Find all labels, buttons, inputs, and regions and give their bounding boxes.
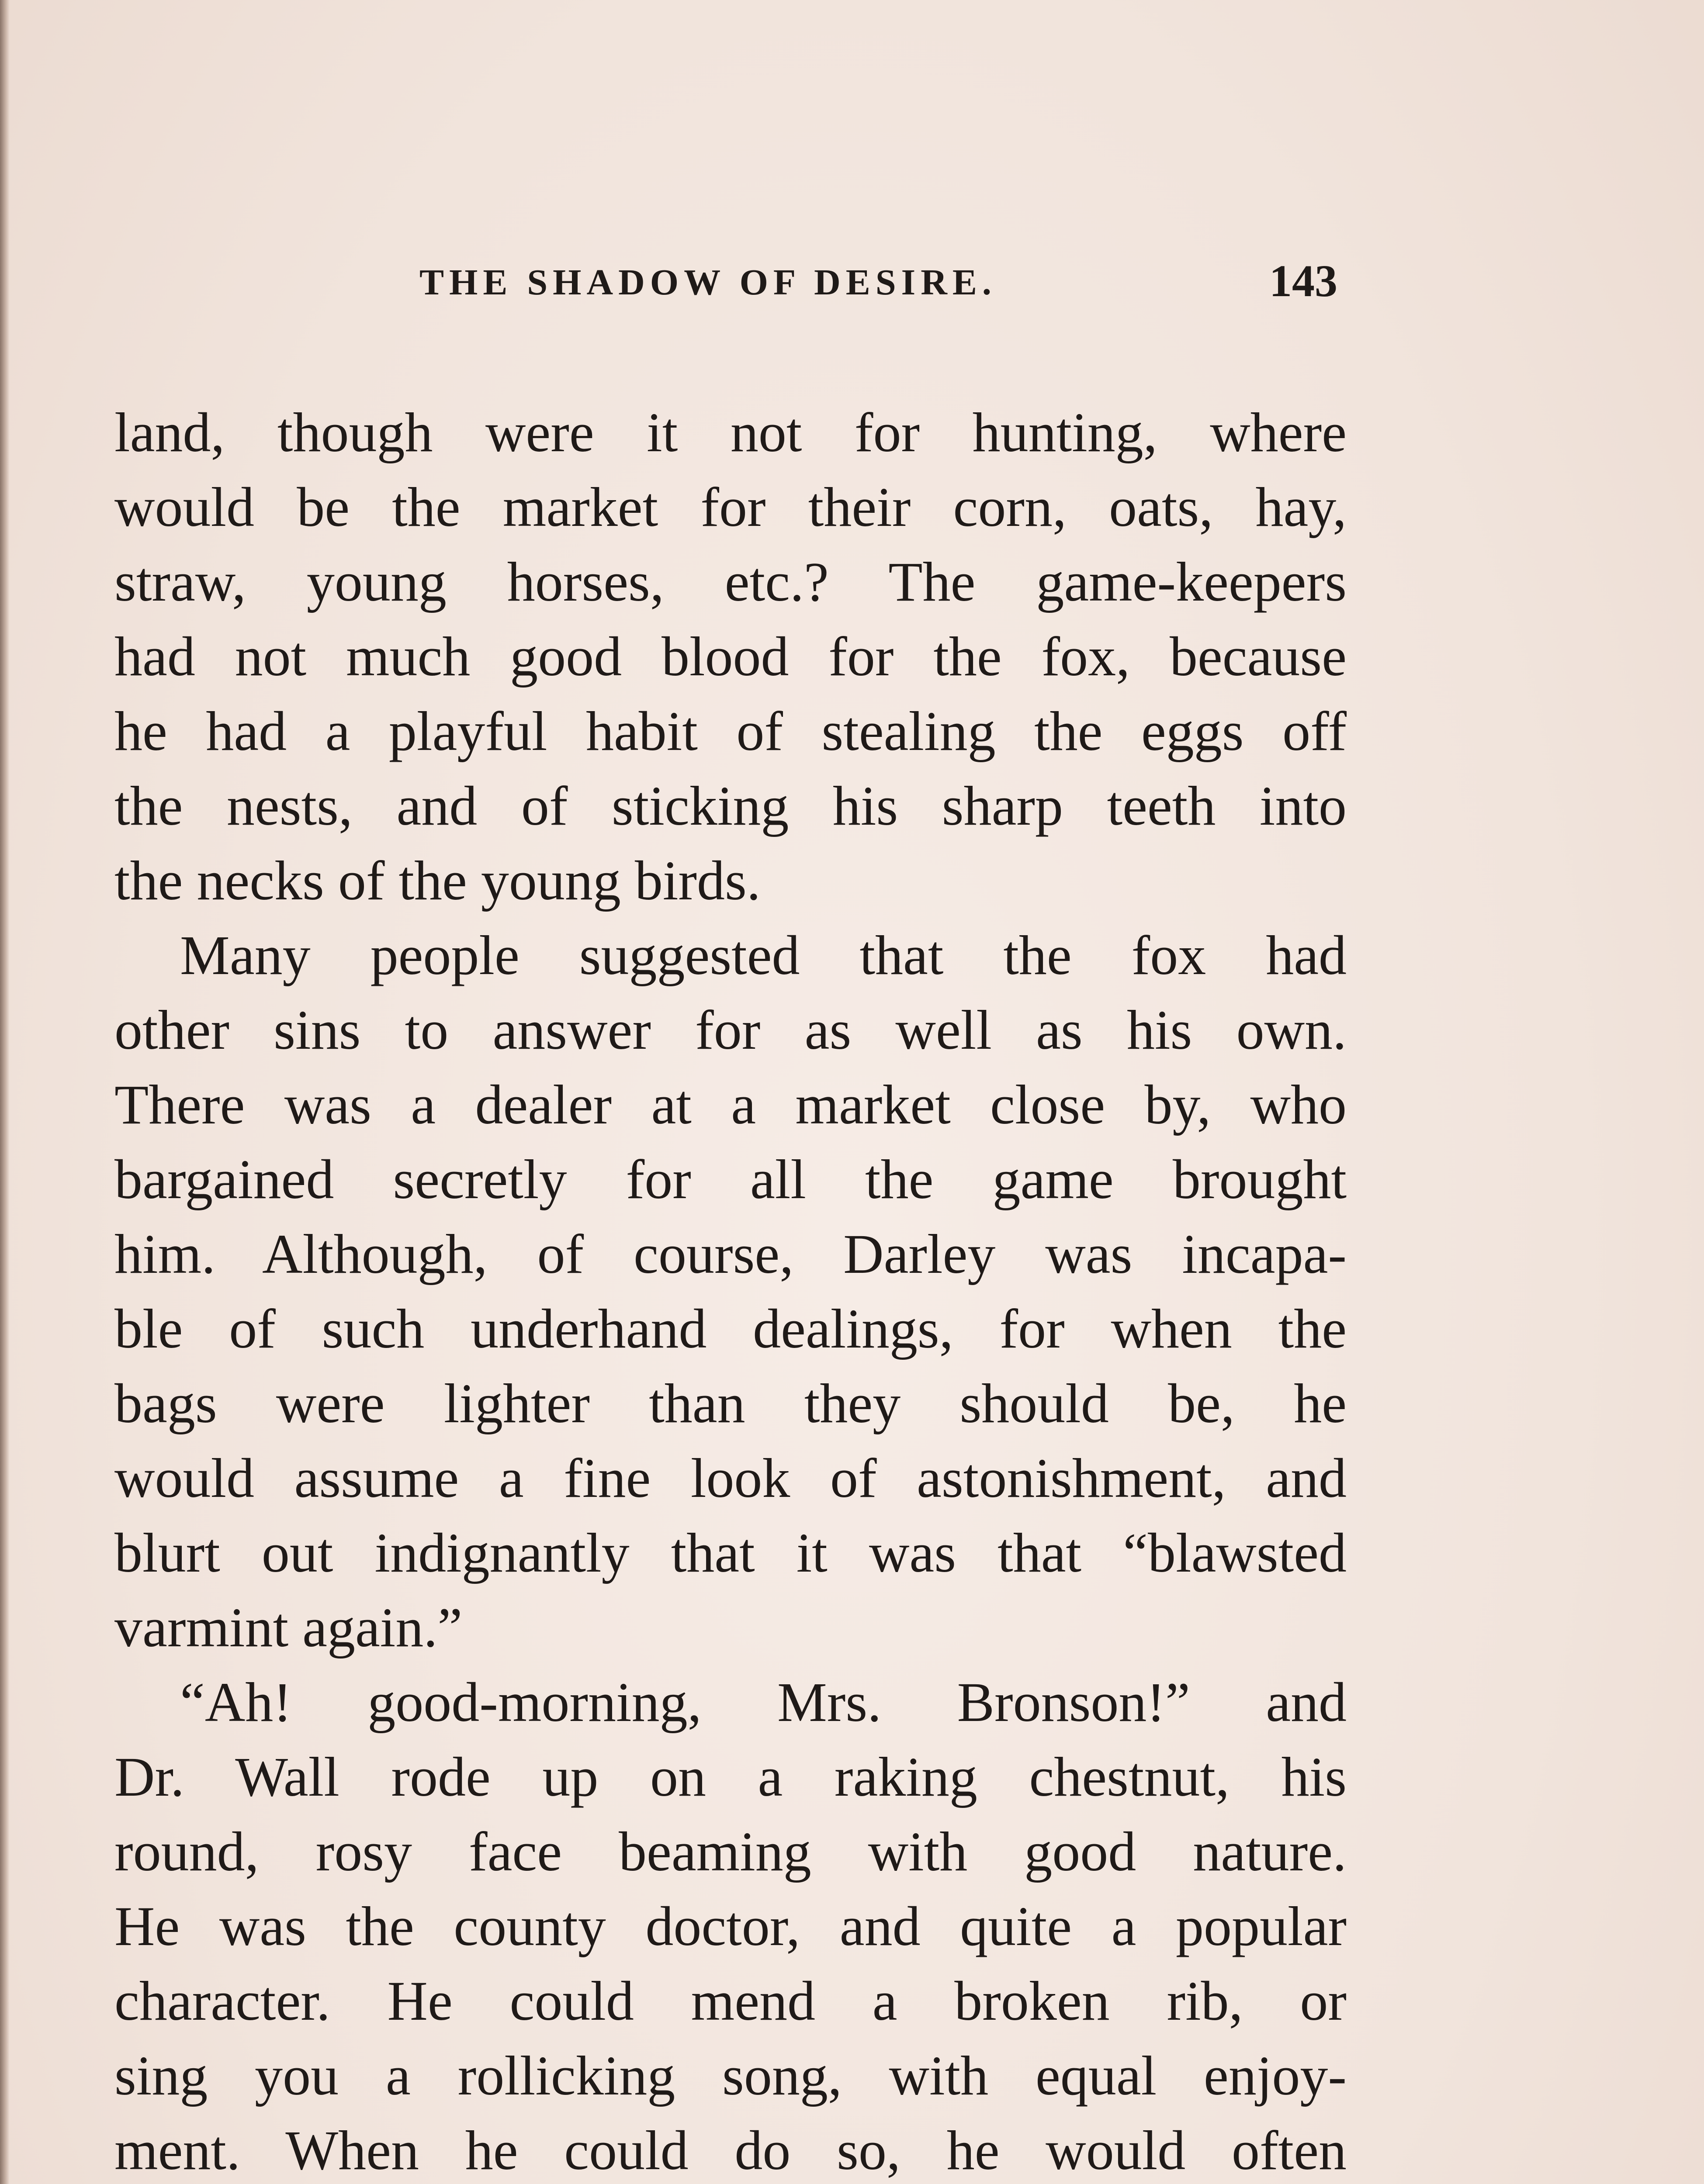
text-line: ble of such underhand dealings, for when the xyxy=(114,1298,1347,1360)
text-line: There was a dealer at a market close by, who xyxy=(114,1074,1347,1136)
text-line: round, rosy face beaming with good nature. xyxy=(114,1821,1347,1883)
text-line: ment. When he could do so, he would often xyxy=(114,2119,1347,2181)
text-line: blurt out indignantly that it was that “blawsted xyxy=(114,1522,1347,1584)
text-line: him. Although, of course, Darley was incapa- xyxy=(114,1223,1347,1285)
text-line: Many people suggested that the fox had xyxy=(180,924,1347,986)
page-number: 143 xyxy=(1269,256,1337,306)
running-title: THE SHADOW OF DESIRE. xyxy=(419,262,997,303)
text-line: Dr. Wall rode up on a raking chestnut, his xyxy=(114,1746,1347,1808)
page-binding-edge xyxy=(0,0,10,2184)
body-text xyxy=(114,395,1347,2184)
text-line: bags were lighter than they should be, he xyxy=(114,1372,1347,1434)
text-line: would be the market for their corn, oats, hay, xyxy=(114,476,1347,538)
text-line: He was the county doctor, and quite a popular xyxy=(114,1895,1347,1957)
text-line: character. He could mend a broken rib, or xyxy=(114,1970,1347,2032)
text-line: varmint again.” xyxy=(114,1597,463,1659)
text-line: land, though were it not for hunting, where xyxy=(114,401,1347,463)
text-line: straw, young horses, etc.? The game-keepers xyxy=(114,551,1347,613)
text-line: “Ah! good-morning, Mrs. Bronson!” and xyxy=(180,1671,1347,1733)
text-line: the nests, and of sticking his sharp teeth into xyxy=(114,775,1347,837)
text-line: sing you a rollicking song, with equal enjoy- xyxy=(114,2045,1347,2107)
text-line: other sins to answer for as well as his own. xyxy=(114,999,1347,1061)
text-line: bargained secretly for all the game brought xyxy=(114,1148,1347,1210)
text-line: had not much good blood for the fox, because xyxy=(114,625,1347,688)
text-line: the necks of the young birds. xyxy=(114,850,761,912)
text-line: would assume a fine look of astonishment, and xyxy=(114,1447,1347,1509)
text-line: he had a playful habit of stealing the eggs off xyxy=(114,700,1347,762)
